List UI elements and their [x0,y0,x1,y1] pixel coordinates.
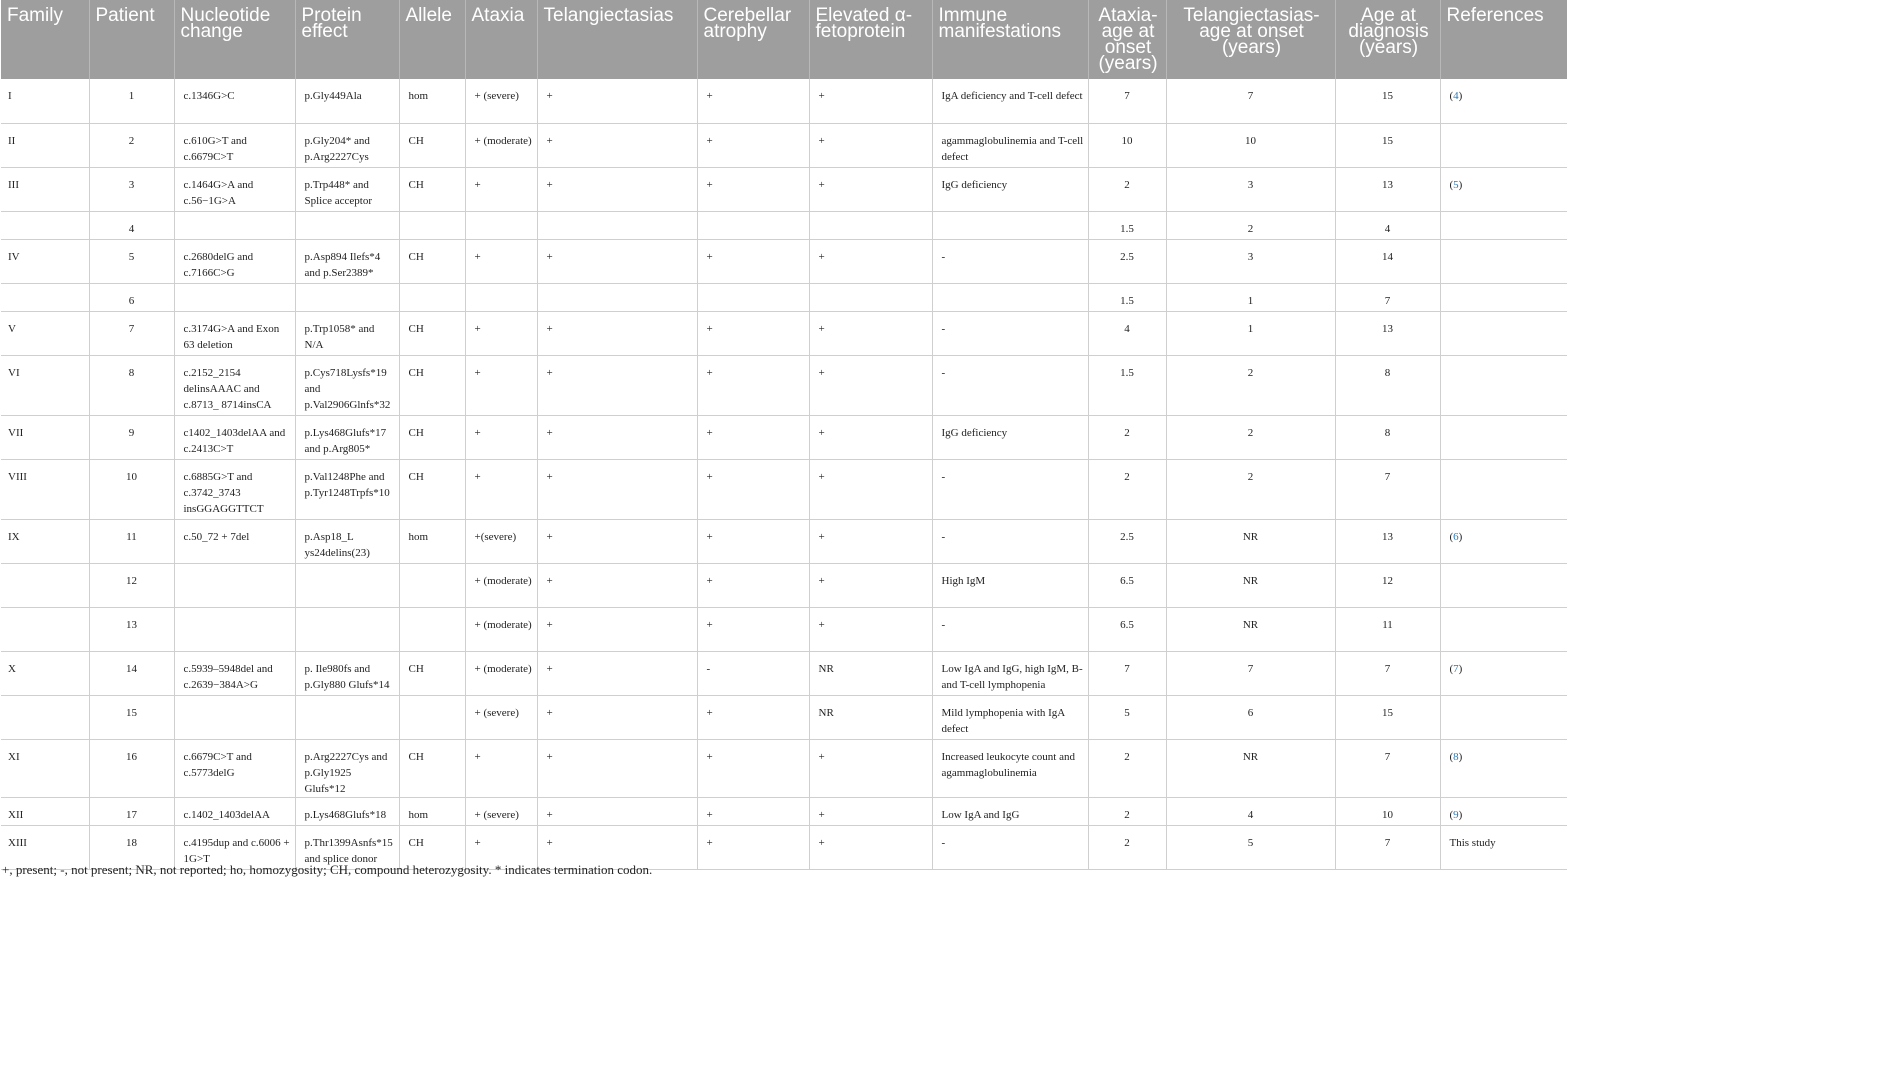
allele-cell: CH [399,459,465,519]
ataxia-cell: + [465,311,537,355]
table-row [1,459,1567,519]
ataxia-cell: + [465,355,537,415]
table-footnote: +, present; -, not present; NR, not reported; ho, homozygosity; CH, compound heterozygosity. * indicates termination codon. [2,862,653,877]
table-row [1,79,1567,123]
elevated-afp-cell [809,211,932,239]
telangiectasias-age-onset-cell: 7 [1166,79,1335,123]
elevated-afp-cell: + [809,797,932,825]
age-at-diagnosis-cell: 13 [1335,519,1440,563]
allele-cell [399,695,465,739]
immune-manifestations-cell: - [932,459,1088,519]
telangiectasias-age-onset-cell: 2 [1166,459,1335,519]
immune-manifestations-cell: - [932,519,1088,563]
telangiectasias-cell: + [537,563,697,607]
table-row [1,239,1567,283]
telangiectasias-age-onset-cell: 10 [1166,123,1335,167]
protein-effect-cell: p.Gly204* and p.Arg2227Cys [295,123,399,167]
ataxia-cell: + (moderate) [465,563,537,607]
immune-manifestations-cell: Mild lymphopenia with IgA defect [932,695,1088,739]
table-row [1,283,1567,311]
family-cell: VI [1,355,89,415]
elevated-afp-cell [809,283,932,311]
allele-cell: CH [399,825,465,869]
family-cell [1,283,89,311]
age-at-diagnosis-cell: 14 [1335,239,1440,283]
family-cell [1,695,89,739]
header-protein-effect: Protein effect [295,0,399,79]
ataxia-cell [465,283,537,311]
nucleotide-change-cell [174,211,295,239]
family-cell: III [1,167,89,211]
cerebellar-atrophy-cell: + [697,739,809,797]
telangiectasias-cell: + [537,797,697,825]
nucleotide-change-cell [174,563,295,607]
cerebellar-atrophy-cell: + [697,519,809,563]
elevated-afp-cell: + [809,311,932,355]
table-row [1,123,1567,167]
elevated-afp-cell: + [809,167,932,211]
cerebellar-atrophy-cell: + [697,311,809,355]
immune-manifestations-cell: - [932,311,1088,355]
patient-cell: 14 [89,651,174,695]
family-cell: I [1,79,89,123]
telangiectasias-age-onset-cell: NR [1166,519,1335,563]
header-nucleotide-change: Nucleotide change [174,0,295,79]
protein-effect-cell [295,283,399,311]
cerebellar-atrophy-cell: - [697,651,809,695]
immune-manifestations-cell: - [932,239,1088,283]
ataxia-age-onset-cell: 1.5 [1088,211,1166,239]
cerebellar-atrophy-cell: + [697,123,809,167]
telangiectasias-age-onset-cell: 4 [1166,797,1335,825]
patient-cell: 12 [89,563,174,607]
age-at-diagnosis-cell: 13 [1335,167,1440,211]
allele-cell: CH [399,311,465,355]
telangiectasias-cell: + [537,739,697,797]
ataxia-cell: + (severe) [465,695,537,739]
references-cell: (4) [1440,79,1567,123]
allele-cell: hom [399,519,465,563]
telangiectasias-cell: + [537,651,697,695]
allele-cell: CH [399,415,465,459]
nucleotide-change-cell: c.50_72 + 7del [174,519,295,563]
table-header-row [1,0,1567,79]
telangiectasias-cell [537,211,697,239]
immune-manifestations-cell [932,211,1088,239]
protein-effect-cell: p.Lys468Glufs*18 [295,797,399,825]
references-cell: (7) [1440,651,1567,695]
family-cell: VII [1,415,89,459]
allele-cell: CH [399,239,465,283]
telangiectasias-age-onset-cell: NR [1166,607,1335,651]
references-cell [1440,239,1567,283]
elevated-afp-cell: + [809,825,932,869]
references-cell [1440,355,1567,415]
family-cell: IV [1,239,89,283]
age-at-diagnosis-cell: 15 [1335,695,1440,739]
age-at-diagnosis-cell: 8 [1335,415,1440,459]
nucleotide-change-cell: c.6679C>T and c.5773delG [174,739,295,797]
table-row [1,519,1567,563]
elevated-afp-cell: + [809,355,932,415]
patient-cell: 8 [89,355,174,415]
patient-cell: 6 [89,283,174,311]
cerebellar-atrophy-cell: + [697,239,809,283]
nucleotide-change-cell: c1402_1403delAA and c.2413C>T [174,415,295,459]
allele-cell [399,211,465,239]
telangiectasias-age-onset-cell: 2 [1166,211,1335,239]
ataxia-cell: +(severe) [465,519,537,563]
immune-manifestations-cell: Low IgA and IgG, high IgM, B- and T-cell lymphopenia [932,651,1088,695]
protein-effect-cell [295,563,399,607]
patient-cell: 4 [89,211,174,239]
ataxia-cell: + (moderate) [465,651,537,695]
telangiectasias-age-onset-cell: 7 [1166,651,1335,695]
references-cell [1440,123,1567,167]
cerebellar-atrophy-cell: + [697,79,809,123]
references-cell [1440,415,1567,459]
age-at-diagnosis-cell: 7 [1335,459,1440,519]
protein-effect-cell: p.Thr1399Asnfs*15 and splice donor [295,825,399,869]
cerebellar-atrophy-cell: + [697,797,809,825]
cerebellar-atrophy-cell: + [697,563,809,607]
telangiectasias-cell: + [537,239,697,283]
nucleotide-change-cell: c.5939–5948del and c.2639−384A>G [174,651,295,695]
allele-cell: CH [399,651,465,695]
telangiectasias-cell: + [537,79,697,123]
telangiectasias-age-onset-cell: NR [1166,563,1335,607]
protein-effect-cell: p.Asp894 Ilefs*4 and p.Ser2389* [295,239,399,283]
age-at-diagnosis-cell: 7 [1335,283,1440,311]
allele-cell [399,283,465,311]
allele-cell [399,563,465,607]
reference-link[interactable]: 9 [1453,808,1459,821]
reference-link[interactable]: 5 [1453,178,1459,191]
header-patient: Patient [89,0,174,79]
header-age-at-diagnosis: Age at diagnosis (years) [1335,0,1440,79]
references-cell [1440,311,1567,355]
header-family: Family [1,0,89,79]
references-cell [1440,211,1567,239]
ataxia-age-onset-cell: 10 [1088,123,1166,167]
telangiectasias-cell: + [537,415,697,459]
telangiectasias-cell [537,283,697,311]
elevated-afp-cell: + [809,239,932,283]
family-cell: V [1,311,89,355]
ataxia-cell: + (severe) [465,79,537,123]
references-cell [1440,283,1567,311]
ataxia-cell: + [465,239,537,283]
ataxia-age-onset-cell: 2 [1088,797,1166,825]
protein-effect-cell [295,695,399,739]
ataxia-age-onset-cell: 1.5 [1088,283,1166,311]
header-telangiectasias-age-onset: Telangiectasias-age at onset (years) [1166,0,1335,79]
age-at-diagnosis-cell: 13 [1335,311,1440,355]
telangiectasias-cell: + [537,519,697,563]
table-row [1,607,1567,651]
telangiectasias-age-onset-cell: 5 [1166,825,1335,869]
ataxia-age-onset-cell: 2 [1088,415,1166,459]
allele-cell: CH [399,355,465,415]
age-at-diagnosis-cell: 7 [1335,739,1440,797]
protein-effect-cell: p.Gly449Ala [295,79,399,123]
protein-effect-cell: p.Trp448* and Splice acceptor [295,167,399,211]
references-cell [1440,695,1567,739]
nucleotide-change-cell: c.2680delG and c.7166C>G [174,239,295,283]
elevated-afp-cell: + [809,79,932,123]
ataxia-cell: + [465,825,537,869]
immune-manifestations-cell: Increased leukocyte count and agammaglobulinemia [932,739,1088,797]
elevated-afp-cell: + [809,415,932,459]
table-row [1,797,1567,825]
telangiectasias-cell: + [537,459,697,519]
protein-effect-cell: p.Lys468Glufs*17 and p.Arg805* [295,415,399,459]
ataxia-age-onset-cell: 5 [1088,695,1166,739]
references-cell: (6) [1440,519,1567,563]
telangiectasias-cell: + [537,123,697,167]
patient-cell: 3 [89,167,174,211]
nucleotide-change-cell: c.1346G>C [174,79,295,123]
header-ataxia-age-onset: Ataxia-age at onset (years) [1088,0,1166,79]
elevated-afp-cell: + [809,519,932,563]
table-row [1,651,1567,695]
reference-link[interactable]: 6 [1453,530,1459,543]
family-cell: X [1,651,89,695]
telangiectasias-age-onset-cell: 1 [1166,311,1335,355]
patient-cell: 5 [89,239,174,283]
family-cell: IX [1,519,89,563]
patient-cell: 13 [89,607,174,651]
ataxia-cell: + [465,167,537,211]
table-row [1,211,1567,239]
protein-effect-cell: p.Trp1058* and N/A [295,311,399,355]
references-cell: (9) [1440,797,1567,825]
immune-manifestations-cell: IgG deficiency [932,415,1088,459]
patient-cell: 7 [89,311,174,355]
ataxia-age-onset-cell: 2.5 [1088,239,1166,283]
ataxia-cell: + (moderate) [465,123,537,167]
references-cell [1440,607,1567,651]
header-telangiectasias: Telangiectasias [537,0,697,79]
protein-effect-cell: p.Asp18_L ys24delins(23) [295,519,399,563]
patient-cell: 18 [89,825,174,869]
patient-cell: 17 [89,797,174,825]
ataxia-age-onset-cell: 2 [1088,459,1166,519]
family-cell [1,607,89,651]
family-cell: XII [1,797,89,825]
protein-effect-cell: p.Val1248Phe and p.Tyr1248Trpfs*10 [295,459,399,519]
table-row [1,695,1567,739]
cerebellar-atrophy-cell: + [697,825,809,869]
nucleotide-change-cell: c.6885G>T and c.3742_3743 insGGAGGTTCT [174,459,295,519]
nucleotide-change-cell: c.610G>T and c.6679C>T [174,123,295,167]
telangiectasias-cell: + [537,167,697,211]
age-at-diagnosis-cell: 11 [1335,607,1440,651]
references-cell [1440,459,1567,519]
ataxia-age-onset-cell: 2.5 [1088,519,1166,563]
telangiectasias-cell: + [537,825,697,869]
telangiectasias-cell: + [537,311,697,355]
elevated-afp-cell: + [809,123,932,167]
telangiectasias-age-onset-cell: 2 [1166,355,1335,415]
age-at-diagnosis-cell: 15 [1335,79,1440,123]
elevated-afp-cell: + [809,563,932,607]
immune-manifestations-cell: agammaglobulinemia and T-cell defect [932,123,1088,167]
age-at-diagnosis-cell: 12 [1335,563,1440,607]
ataxia-age-onset-cell: 6.5 [1088,607,1166,651]
cerebellar-atrophy-cell: + [697,167,809,211]
allele-cell [399,607,465,651]
ataxia-cell: + [465,415,537,459]
protein-effect-cell: p.Arg2227Cys and p.Gly1925 Glufs*12 [295,739,399,797]
table-row [1,563,1567,607]
immune-manifestations-cell: High IgM [932,563,1088,607]
immune-manifestations-cell [932,283,1088,311]
family-cell [1,563,89,607]
ataxia-cell: + [465,459,537,519]
table-row [1,355,1567,415]
protein-effect-cell [295,607,399,651]
protein-effect-cell: p.Cys718Lysfs*19 and p.Val2906Glnfs*32 [295,355,399,415]
nucleotide-change-cell: c.1464G>A and c.56−1G>A [174,167,295,211]
reference-link[interactable]: 7 [1453,662,1459,675]
ataxia-age-onset-cell: 6.5 [1088,563,1166,607]
reference-link[interactable]: 4 [1453,90,1459,102]
header-references: References [1440,0,1567,79]
ataxia-age-onset-cell: 7 [1088,651,1166,695]
family-cell: XIII [1,825,89,869]
age-at-diagnosis-cell: 7 [1335,651,1440,695]
reference-link[interactable]: 8 [1453,750,1459,763]
age-at-diagnosis-cell: 10 [1335,797,1440,825]
telangiectasias-age-onset-cell: NR [1166,739,1335,797]
ataxia-age-onset-cell: 1.5 [1088,355,1166,415]
ataxia-cell: + [465,739,537,797]
telangiectasias-cell: + [537,355,697,415]
table-row [1,167,1567,211]
patient-cell: 16 [89,739,174,797]
protein-effect-cell [295,211,399,239]
patient-cell: 15 [89,695,174,739]
age-at-diagnosis-cell: 4 [1335,211,1440,239]
allele-cell: CH [399,123,465,167]
ataxia-age-onset-cell: 2 [1088,825,1166,869]
age-at-diagnosis-cell: 15 [1335,123,1440,167]
telangiectasias-age-onset-cell: 2 [1166,415,1335,459]
ataxia-cell: + (severe) [465,797,537,825]
references-cell [1440,563,1567,607]
elevated-afp-cell: NR [809,695,932,739]
cerebellar-atrophy-cell [697,211,809,239]
patient-cell: 9 [89,415,174,459]
family-cell: XI [1,739,89,797]
allele-cell: CH [399,739,465,797]
elevated-afp-cell: NR [809,651,932,695]
telangiectasias-age-onset-cell: 3 [1166,239,1335,283]
age-at-diagnosis-cell: 8 [1335,355,1440,415]
protein-effect-cell: p. Ile980fs and p.Gly880 Glufs*14 [295,651,399,695]
age-at-diagnosis-cell: 7 [1335,825,1440,869]
telangiectasias-age-onset-cell: 3 [1166,167,1335,211]
cerebellar-atrophy-cell: + [697,607,809,651]
header-cerebellar-atrophy: Cerebellar atrophy [697,0,809,79]
allele-cell: hom [399,79,465,123]
table-body [1,79,1567,869]
ataxia-age-onset-cell: 2 [1088,739,1166,797]
cerebellar-atrophy-cell: + [697,415,809,459]
telangiectasias-age-onset-cell: 6 [1166,695,1335,739]
header-elevated-afp: Elevated α-fetoprotein [809,0,932,79]
header-ataxia: Ataxia [465,0,537,79]
nucleotide-change-cell: c.4195dup and c.6006 + 1G>T [174,825,295,869]
ataxia-cell [465,211,537,239]
elevated-afp-cell: + [809,607,932,651]
references-cell: (8) [1440,739,1567,797]
table-row [1,739,1567,797]
telangiectasias-cell: + [537,607,697,651]
nucleotide-change-cell: c.1402_1403delAA [174,797,295,825]
immune-manifestations-cell: - [932,825,1088,869]
allele-cell: CH [399,167,465,211]
patient-cell: 2 [89,123,174,167]
ataxia-age-onset-cell: 7 [1088,79,1166,123]
family-cell [1,211,89,239]
telangiectasias-age-onset-cell: 1 [1166,283,1335,311]
nucleotide-change-cell: c.3174G>A and Exon 63 deletion [174,311,295,355]
nucleotide-change-cell [174,283,295,311]
family-cell: VIII [1,459,89,519]
telangiectasias-cell: + [537,695,697,739]
table-row [1,311,1567,355]
ataxia-cell: + (moderate) [465,607,537,651]
ataxia-age-onset-cell: 4 [1088,311,1166,355]
cerebellar-atrophy-cell: + [697,355,809,415]
elevated-afp-cell: + [809,459,932,519]
patient-table [1,0,1567,870]
header-immune-manifestations: Immune manifestations [932,0,1088,79]
elevated-afp-cell: + [809,739,932,797]
ataxia-age-onset-cell: 2 [1088,167,1166,211]
cerebellar-atrophy-cell [697,283,809,311]
immune-manifestations-cell: - [932,607,1088,651]
table-row [1,415,1567,459]
nucleotide-change-cell [174,695,295,739]
nucleotide-change-cell [174,607,295,651]
immune-manifestations-cell: IgG deficiency [932,167,1088,211]
header-allele: Allele [399,0,465,79]
immune-manifestations-cell: - [932,355,1088,415]
immune-manifestations-cell: IgA deficiency and T-cell defect [932,79,1088,123]
family-cell: II [1,123,89,167]
references-cell: This study [1440,825,1567,869]
references-cell: (5) [1440,167,1567,211]
allele-cell: hom [399,797,465,825]
patient-cell: 10 [89,459,174,519]
patient-cell: 1 [89,79,174,123]
cerebellar-atrophy-cell: + [697,459,809,519]
immune-manifestations-cell: Low IgA and IgG [932,797,1088,825]
nucleotide-change-cell: c.2152_2154 delinsAAAC and c.8713_ 8714insCA [174,355,295,415]
patient-cell: 11 [89,519,174,563]
cerebellar-atrophy-cell: + [697,695,809,739]
